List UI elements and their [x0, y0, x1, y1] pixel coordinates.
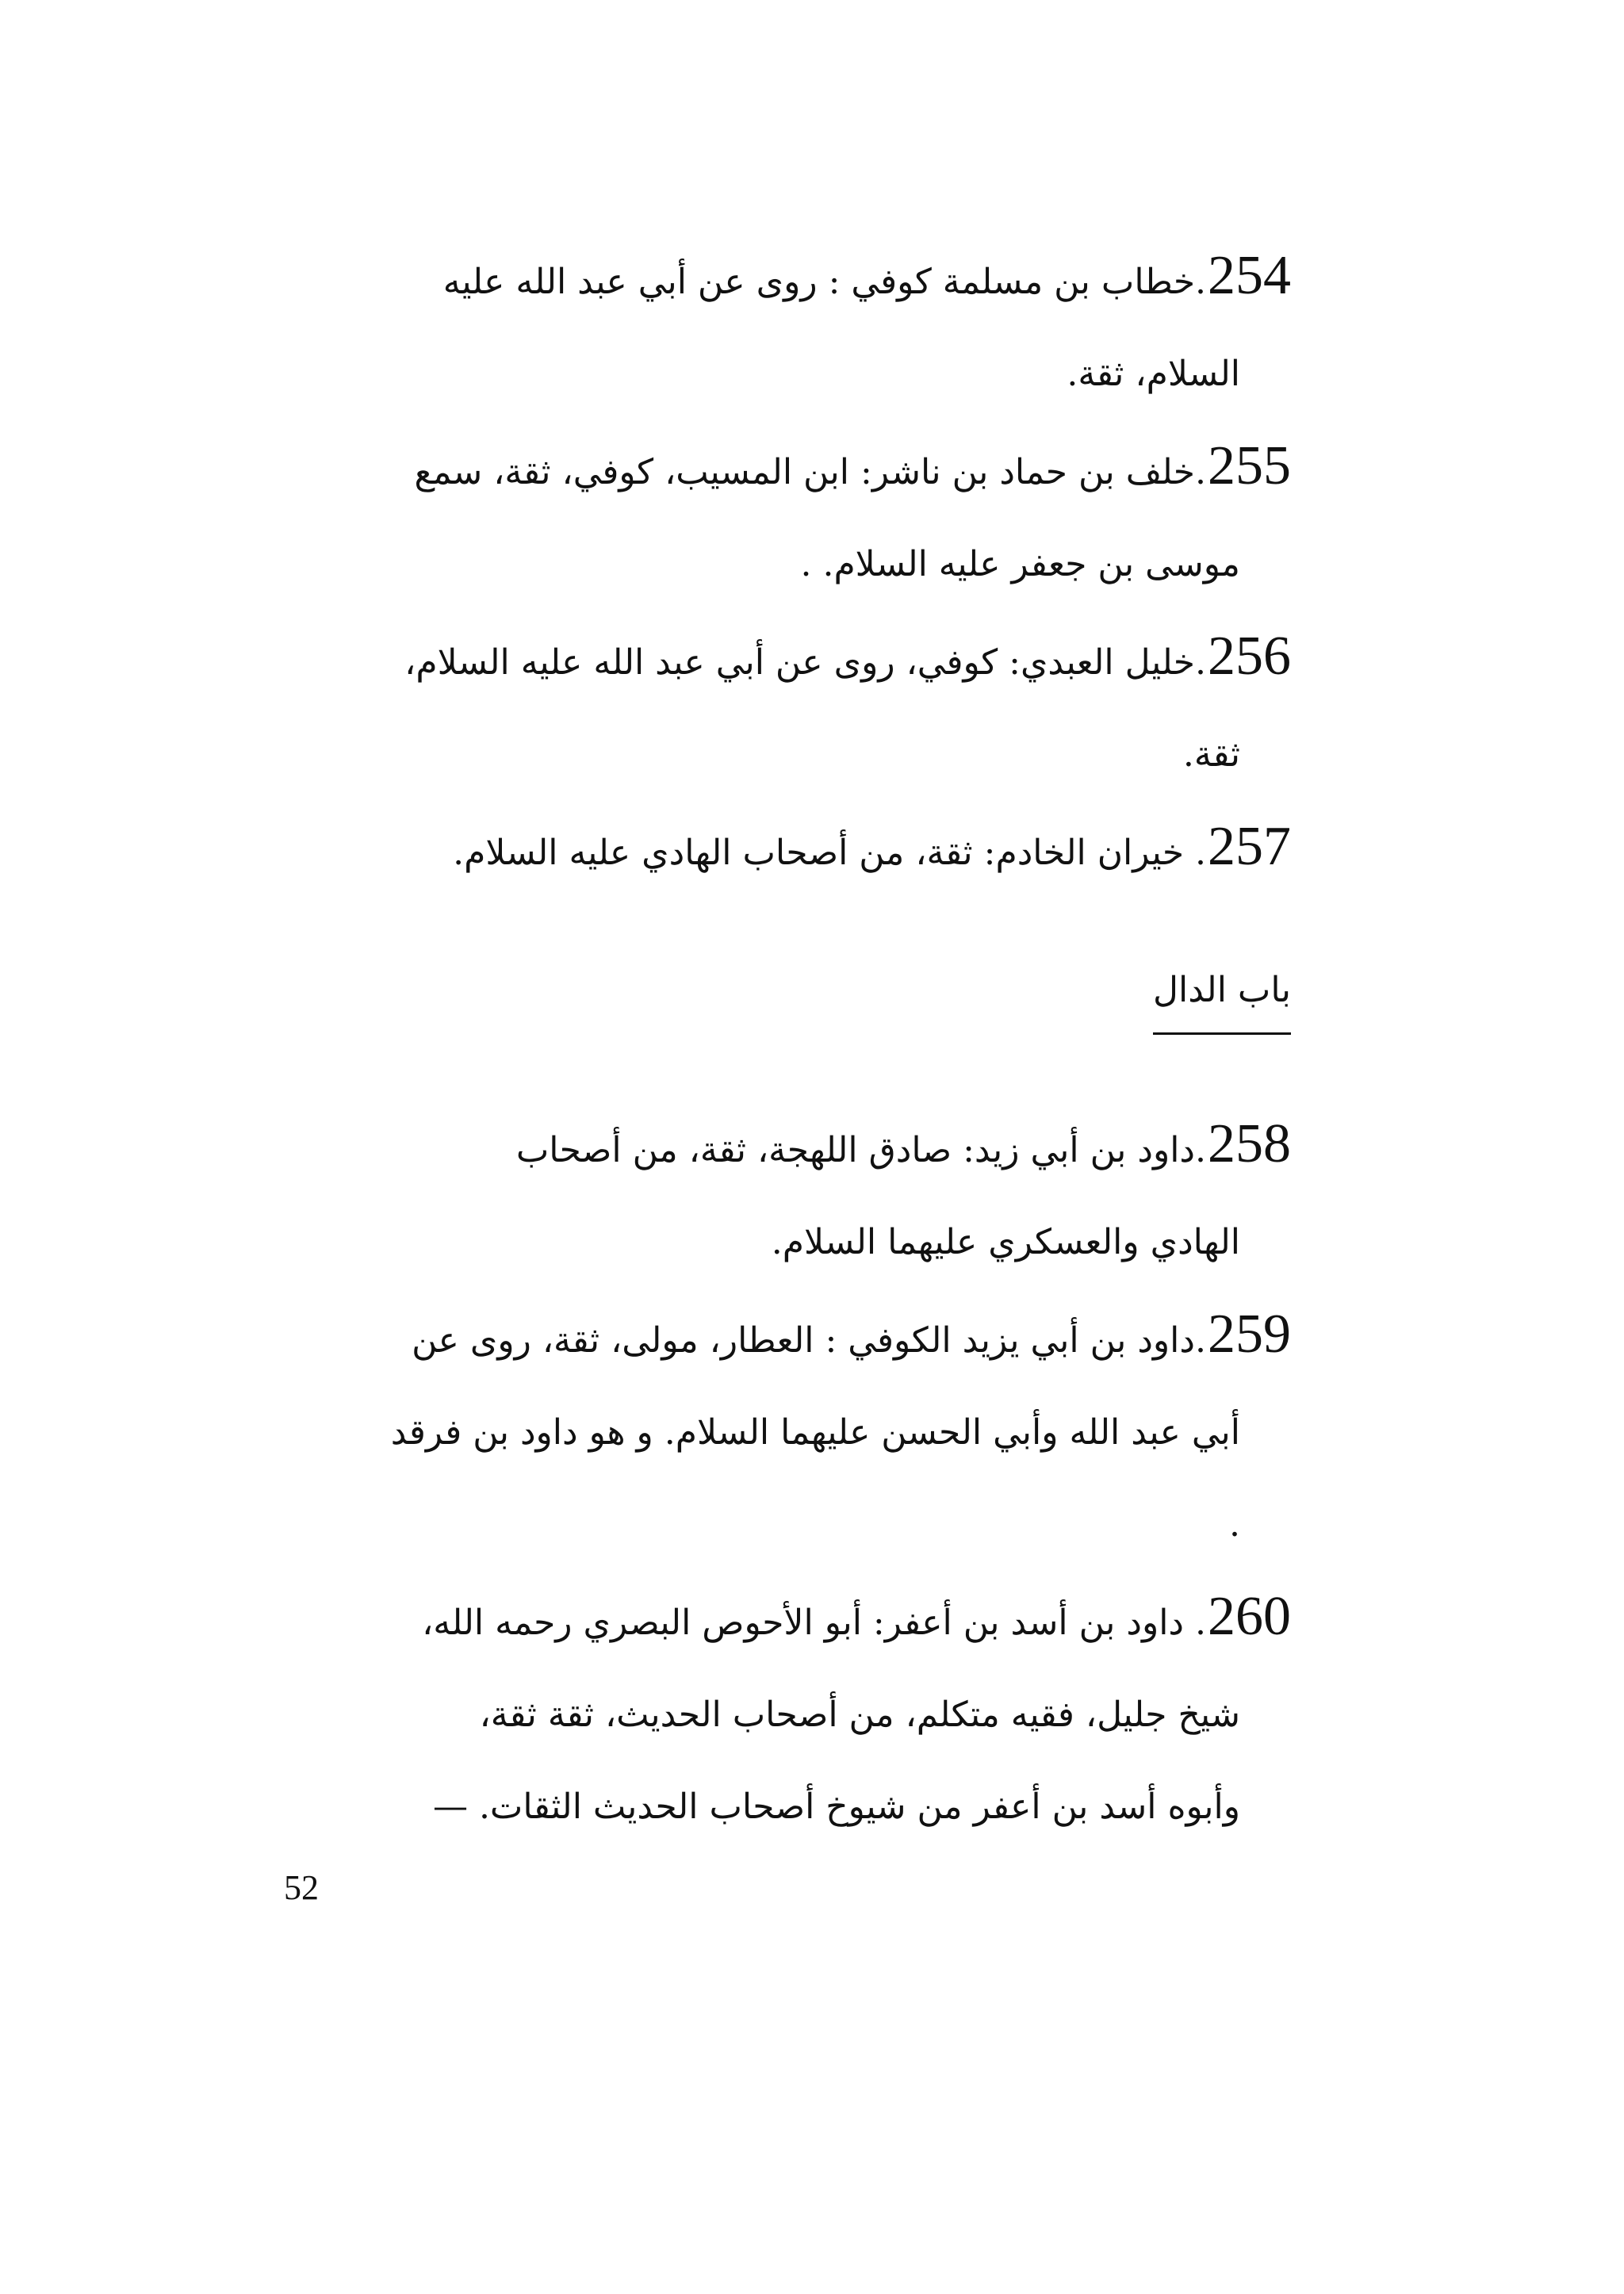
entry-continuation: الهادي والعسكري عليهما السلام. [771, 1222, 1240, 1262]
page-number: 52 [284, 1868, 319, 1907]
entry-number: 259 [1208, 1304, 1291, 1365]
section-heading-text: باب الدال [1153, 955, 1291, 1035]
entry-257 [276, 801, 1291, 899]
entry-258 [276, 1098, 1291, 1289]
entry-text: . خيران الخادم: ثقة، من أصحاب الهادي عليه السلام. [453, 833, 1206, 873]
entry-255 [276, 420, 1291, 611]
entry-continuation: السلام، ثقة. [1067, 354, 1240, 394]
entry-continuation: ثقة. [1182, 734, 1240, 775]
entry-text: .خلف بن حماد بن ناشر: ابن المسيب، كوفي، ثقة، سمع [414, 452, 1206, 492]
entry-259 [276, 1289, 1291, 1571]
entry-trailing-dot: . [1229, 1504, 1240, 1545]
entry-text: .خليل العبدي: كوفي، روى عن أبي عبد الله عليه السلام، [404, 642, 1206, 683]
entry-continuation: أبي عبد الله وأبي الحسن عليهما السلام. و هو داود بن فرقد [390, 1412, 1240, 1453]
entry-number: 254 [1208, 245, 1291, 306]
entry-text: . داود بن أسد بن أعفر: أبو الأحوص البصري رحمه الله، [422, 1603, 1206, 1643]
entry-text: .خطاب بن مسلمة كوفي : روى عن أبي عبد الله عليه [442, 262, 1206, 302]
entry-260 [276, 1571, 1291, 1853]
entry-number: 257 [1208, 816, 1291, 877]
entry-number: 256 [1208, 626, 1291, 687]
entry-continuation: موسى بن جعفر عليه السلام. . [800, 544, 1240, 584]
entry-text: .داود بن أبي يزيد الكوفي : العطار، مولى، ثقة، روى عن [412, 1320, 1206, 1361]
entry-continuation: وأبوه أسد بن أعفر من شيوخ أصحاب الحديث الثقات. — [432, 1787, 1240, 1827]
entry-256 [276, 611, 1291, 801]
entry-number: 260 [1208, 1586, 1291, 1647]
page-content [276, 230, 1291, 1853]
entry-text: .داود بن أبي زيد: صادق اللهجة، ثقة، من أصحاب [515, 1130, 1206, 1170]
section-heading [276, 955, 1291, 1035]
entry-number: 255 [1208, 435, 1291, 496]
entry-continuation: شيخ جليل، فقيه متكلم، من أصحاب الحديث، ثقة ثقة، [479, 1695, 1240, 1735]
entry-number: 258 [1208, 1113, 1291, 1174]
entry-254 [276, 230, 1291, 420]
